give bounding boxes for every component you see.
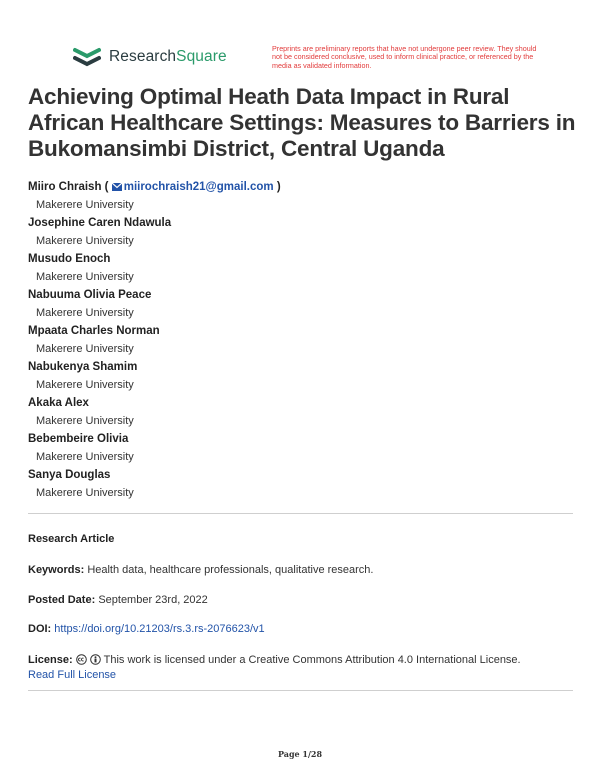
- doi-link[interactable]: https://doi.org/10.21203/rs.3.rs-2076623/v1: [54, 623, 265, 635]
- author-affiliation: Makerere University: [36, 307, 134, 319]
- email-icon: [112, 183, 122, 191]
- logo-text: ResearchSquare: [109, 48, 227, 65]
- doi: DOI: https://doi.org/10.21203/rs.3.rs-2076623/v1: [28, 623, 265, 635]
- author-name: Mpaata Charles Norman: [28, 325, 160, 337]
- author-affiliation: Makerere University: [36, 415, 134, 427]
- author-name: Akaka Alex: [28, 397, 89, 409]
- author-affiliation: Makerere University: [36, 343, 134, 355]
- author-email-link[interactable]: miirochraish21@gmail.com: [123, 181, 274, 193]
- logo-icon: [73, 46, 101, 68]
- posted-date: Posted Date: September 23rd, 2022: [28, 594, 208, 606]
- author-name: Josephine Caren Ndawula: [28, 217, 172, 229]
- page-number: Page 1/28: [277, 749, 323, 759]
- article-type: Research Article: [28, 533, 115, 545]
- author-affiliation: Makerere University: [36, 271, 134, 283]
- author-affiliation: Makerere University: [36, 487, 134, 499]
- author-affiliation: Makerere University: [36, 235, 134, 247]
- preprint-disclaimer: Preprints are preliminary reports that have not undergone peer review. They should not be considered conclusive, used to inform clinical practice, or referenced by the media as validated information.: [272, 44, 537, 70]
- attribution-icon: [90, 654, 101, 665]
- author-list: [28, 180, 568, 504]
- creative-commons-icon: [76, 654, 87, 665]
- author-affiliation: Makerere University: [36, 199, 134, 211]
- divider-bottom: [28, 690, 573, 691]
- author-name: Sanya Douglas: [28, 469, 111, 481]
- author-name: Miiro Chraish ( miirochraish21@gmail.com ): [28, 181, 281, 193]
- author-affiliation: Makerere University: [36, 451, 134, 463]
- author-name: Musudo Enoch: [28, 253, 111, 265]
- paper-title: Achieving Optimal Heath Data Impact in Rural African Healthcare Settings: Measures to Barriers in Bukomansimbi District, Central Uganda: [28, 84, 576, 161]
- read-full-license-link[interactable]: Read Full License: [28, 669, 117, 681]
- keywords: Keywords: Health data, healthcare professionals, qualitative research.: [28, 564, 374, 576]
- license: License: This work is licensed under a Creative Commons Attribution 4.0 International License. Read Full License: [28, 654, 521, 681]
- research-square-logo[interactable]: [73, 46, 227, 68]
- divider-top: [28, 513, 573, 514]
- author-name: Nabuuma Olivia Peace: [28, 289, 152, 301]
- author-name: Bebembeire Olivia: [28, 433, 129, 445]
- author-affiliation: Makerere University: [36, 379, 134, 391]
- author-name: Nabukenya Shamim: [28, 361, 138, 373]
